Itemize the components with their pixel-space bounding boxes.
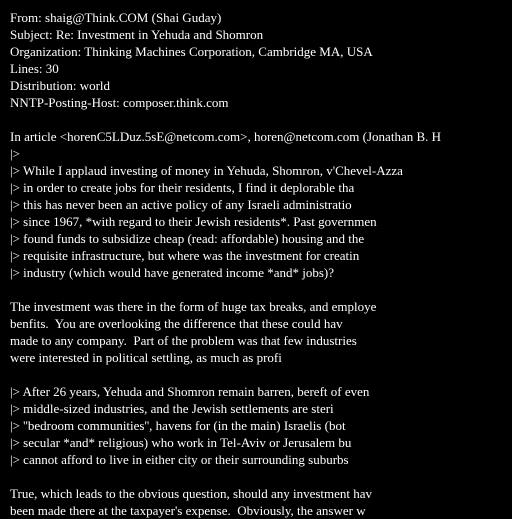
header-distribution: Distribution: world: [10, 78, 111, 93]
reply-line: made to any company. Part of the problem was that few industries: [10, 333, 357, 348]
blank-line: [10, 281, 512, 298]
blank-line: [10, 111, 512, 128]
quote-line: |> in order to create jobs for their residents, I find it deplorable tha: [10, 180, 355, 195]
quote-line: |> requisite infrastructure, but where was the investment for creatin: [10, 248, 360, 263]
quote-line: |> secular *and* religious) who work in Tel-Aviv or Jerusalem bu: [10, 435, 352, 450]
reply-line: benfits. You are overlooking the difference that these could hav: [10, 316, 343, 331]
quote-line: |>: [10, 146, 20, 161]
reply-line: were interested in political settling, as much as profi: [10, 350, 282, 365]
header-from: From: shaig@Think.COM (Shai Guday): [10, 10, 222, 25]
reply-line: been made there at the taxpayer's expense. Obviously, the answer w: [10, 503, 366, 518]
blank-line: [10, 366, 512, 383]
quote-line: |> this has never been an active policy of any Israeli administratio: [10, 197, 352, 212]
quote-line: |> middle-sized industries, and the Jewish settlements are steri: [10, 401, 334, 416]
reply-line: The investment was there in the form of huge tax breaks, and employe: [10, 299, 377, 314]
quote-line: |> After 26 years, Yehuda and Shomron remain barren, bereft of even: [10, 384, 370, 399]
header-lines: Lines: 30: [10, 61, 59, 76]
quote-line: |> While I applaud investing of money in Yehuda, Shomron, v'Chevel-Azza: [10, 163, 403, 178]
blank-line: [10, 468, 512, 485]
quote-line: |> since 1967, *with regard to their Jewish residents*. Past governmen: [10, 214, 377, 229]
header-nntp-host: NNTP-Posting-Host: composer.think.com: [10, 95, 229, 110]
attribution-line: In article <horenC5LDuz.5sE@netcom.com>, horen@netcom.com (Jonathan B. H: [10, 129, 442, 144]
header-subject: Subject: Re: Investment in Yehuda and Shomron: [10, 27, 264, 42]
news-article: [10, 9, 512, 519]
quote-line: |> industry (which would have generated income *and* jobs)?: [10, 265, 335, 280]
quote-line: |> found funds to subsidize cheap (read: affordable) housing and the: [10, 231, 365, 246]
quote-line: |> cannot afford to live in either city or their surrounding suburbs: [10, 452, 349, 467]
reply-line: True, which leads to the obvious question, should any investment hav: [10, 486, 373, 501]
header-organization: Organization: Thinking Machines Corporation, Cambridge MA, USA: [10, 44, 373, 59]
quote-line: |> ''bedroom communities'', havens for (in the main) Israelis (bot: [10, 418, 346, 433]
